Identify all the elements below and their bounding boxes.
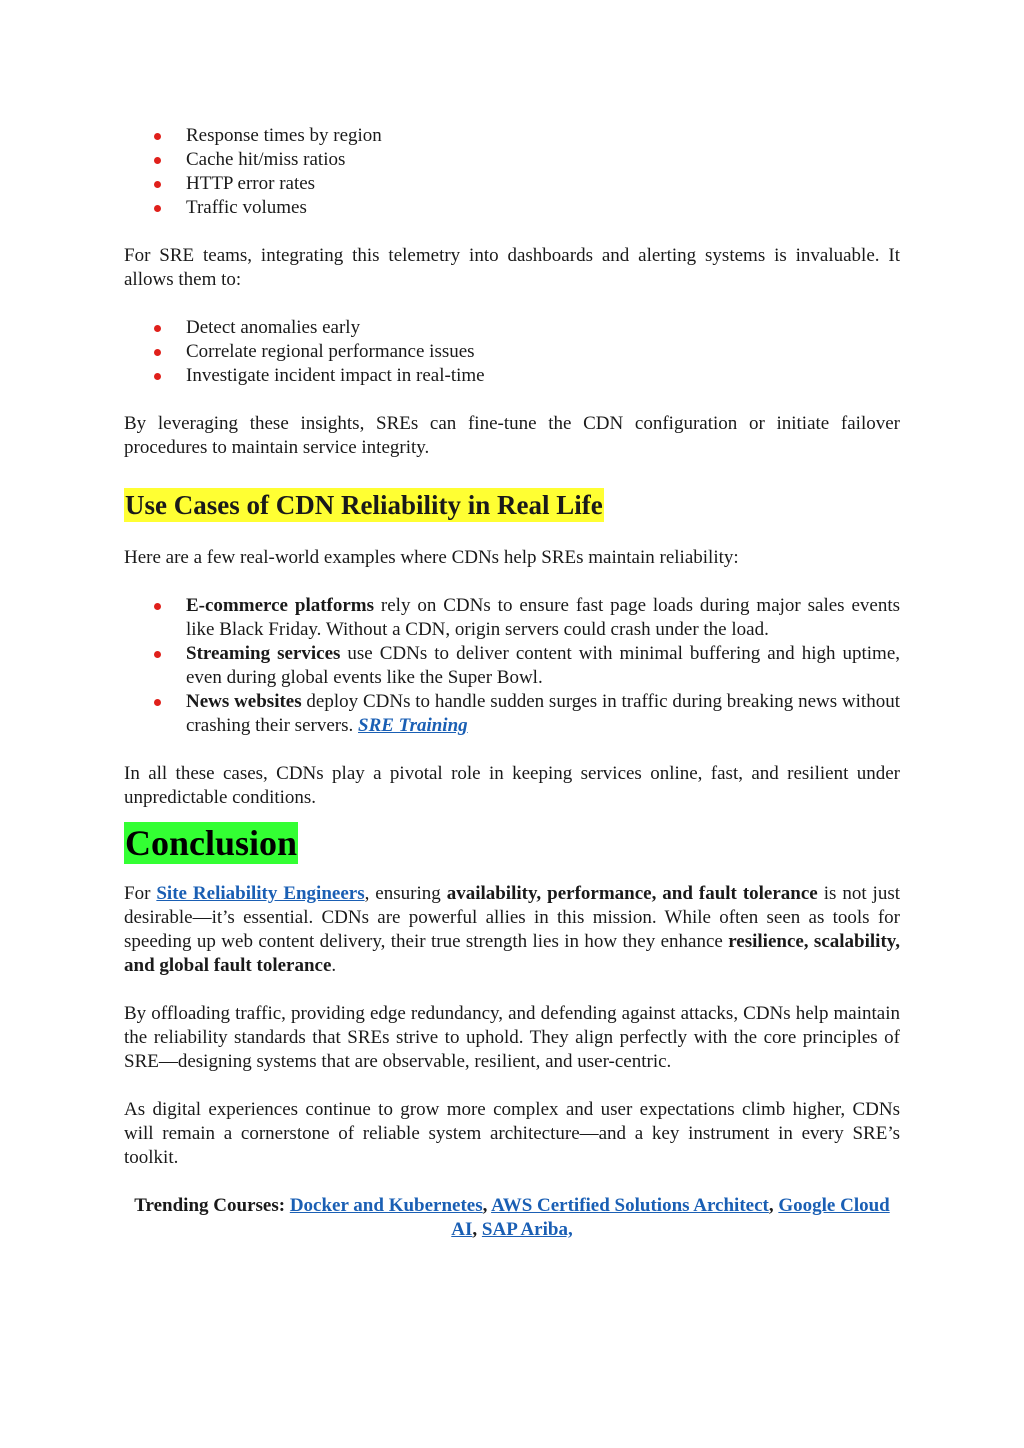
conclusion-heading: Conclusion (125, 823, 298, 863)
list-item: Traffic volumes (124, 196, 900, 220)
paragraph: Here are a few real-world examples where CDNs help SREs maintain reliability: (124, 547, 739, 568)
telemetry-list (124, 124, 900, 220)
bullet-icon (154, 603, 161, 610)
paragraph: In all these cases, CDNs play a pivotal role in keeping services online, fast, and resilient under unpredictable conditions. (124, 763, 900, 808)
list-item: Streaming services use CDNs to deliver content with minimal buffering and high uptime, even during global events like the Super Bowl. (124, 642, 900, 690)
list-item: Correlate regional performance issues (124, 340, 900, 364)
sre-benefits-list (124, 316, 900, 388)
bullet-icon (154, 325, 161, 332)
use-cases-list (124, 594, 900, 738)
bullet-icon (154, 157, 161, 164)
course-link-docker[interactable]: Docker and Kubernetes (289, 1195, 483, 1216)
paragraph: By leveraging these insights, SREs can fine-tune the CDN configuration or initiate failover procedures to maintain service integrity. (124, 413, 900, 458)
paragraph: By offloading traffic, providing edge redundancy, and defending against attacks, CDNs help maintain the reliability standards that SREs strive to uphold. They align perfectly with the core principles of SRE—designing systems that are observable, resilient, and user-centric. (124, 1003, 900, 1072)
bullet-icon (154, 133, 161, 140)
bullet-icon (154, 699, 161, 706)
bullet-icon (154, 651, 161, 658)
paragraph: For SRE teams, integrating this telemetry into dashboards and alerting systems is invaluable. It allows them to: (124, 245, 900, 290)
bullet-icon (154, 181, 161, 188)
list-item: HTTP error rates (124, 172, 900, 196)
list-item: E-commerce platforms rely on CDNs to ensure fast page loads during major sales events like Black Friday. Without a CDN, origin servers could crash under the load. (124, 594, 900, 642)
paragraph: As digital experiences continue to grow more complex and user expectations climb higher, CDNs will remain a cornerstone of reliable system architecture—and a key instrument in every SRE’s toolkit. (124, 1099, 900, 1168)
list-item: Cache hit/miss ratios (124, 148, 900, 172)
list-item: Response times by region (124, 124, 900, 148)
course-link-sap-ariba[interactable]: SAP Ariba, (481, 1219, 573, 1240)
course-link-google-cloud-ai[interactable]: Google Cloud AI (451, 1195, 890, 1240)
document-page (124, 124, 900, 1242)
use-cases-heading: Use Cases of CDN Reliability in Real Life (125, 490, 603, 520)
trending-courses: Trending Courses: Docker and Kubernetes, AWS Certified Solutions Architect, Google Cloud AI, SAP Ariba, (134, 1195, 890, 1240)
course-link-aws[interactable]: AWS Certified Solutions Architect (491, 1195, 769, 1216)
bullet-icon (154, 373, 161, 380)
bullet-icon (154, 205, 161, 212)
site-reliability-engineers-link[interactable]: Site Reliability Engineers (156, 883, 365, 904)
list-item: Detect anomalies early (124, 316, 900, 340)
conclusion-paragraph: For Site Reliability Engineers, ensuring availability, performance, and fault tolerance is not just desirable—it’s essential. CDNs are powerful allies in this mission. While often seen as tools for speeding up web content delivery, their true strength lies in how they enhance resilience, scalability, and global fault tolerance. (124, 883, 900, 976)
list-item: Investigate incident impact in real-time (124, 364, 900, 388)
bullet-icon (154, 349, 161, 356)
list-item: News websites deploy CDNs to handle sudden surges in traffic during breaking news without crashing their servers. SRE Training (124, 690, 900, 738)
sre-training-link[interactable]: SRE Training (358, 715, 468, 736)
